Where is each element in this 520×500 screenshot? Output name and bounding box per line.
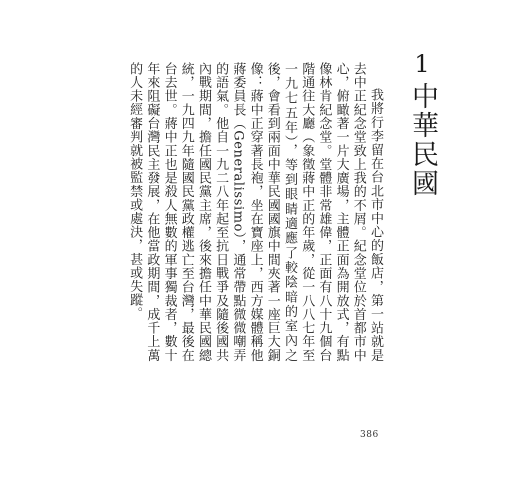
paragraph: 我將行李留在台北市中心的飯店，第一站就是去中正紀念堂致上我的不屑。紀念堂位於首都市中心，俯瞰著一片大廣場，主體正面為開放式，有點像林肯紀念堂。堂體非常雄偉，正面有八十九個台階通往大廳（象徵蔣中正的年歲，從一八八七年至一九七五年），等到眼睛適應了較陰暗的室內之後，會看到兩面中華民國國旗中間夾著一座巨大銅像：蔣中正穿著長袍，坐在寶座上，西方媒體稱他蔣委員長（Generalissimo），通常帶點微微嘲弄的語氣。他自一九二八年起至抗日戰爭及隨後國共內戰期間，擔任國民黨主席，後來擔任中華民國總統，一九四九年隨國民黨政權逃亡至台灣，最後在台去世。蔣中正也是殺人無數的軍事獨裁者，數十年來阻礙台灣民主發展，在他當政期間，成千上萬的人未經審判就被監禁或處決，甚或失蹤。 [127,62,383,362]
chapter-number: 1 [414,52,430,76]
chapter-title: 中華民國 [407,82,438,198]
page-number: 386 [360,430,379,440]
body-text [127,62,384,362]
chapter-heading [409,52,436,198]
